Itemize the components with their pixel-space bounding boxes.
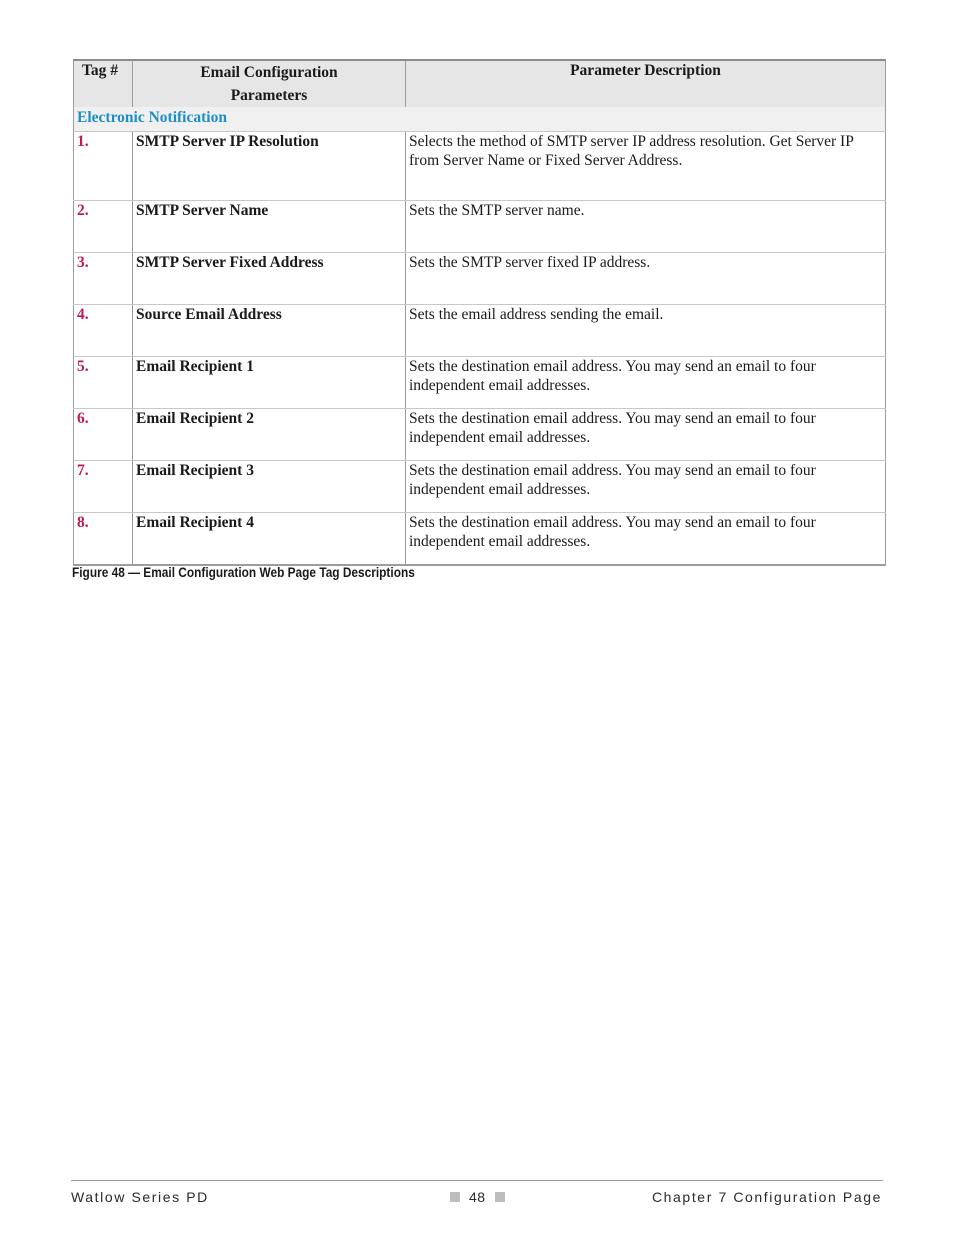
parameter-name: Source Email Address bbox=[133, 305, 406, 357]
tag-number: 7. bbox=[74, 461, 133, 513]
parameter-description: Sets the SMTP server name. bbox=[406, 201, 886, 253]
section-row bbox=[74, 107, 886, 132]
header-param-line1: Email Configuration bbox=[200, 64, 338, 81]
parameter-name: Email Recipient 2 bbox=[133, 409, 406, 461]
parameter-name: SMTP Server IP Resolution bbox=[133, 132, 406, 201]
parameter-description: Sets the email address sending the email. bbox=[406, 305, 886, 357]
parameter-name: SMTP Server Name bbox=[133, 201, 406, 253]
tag-number: 8. bbox=[74, 513, 133, 566]
table-row bbox=[74, 132, 886, 201]
table-row bbox=[74, 305, 886, 357]
square-bullet-icon bbox=[450, 1192, 460, 1202]
square-bullet-icon bbox=[495, 1192, 505, 1202]
header-param-line2: Parameters bbox=[230, 87, 308, 104]
footer-page-number-group bbox=[450, 1189, 505, 1205]
tag-number: 6. bbox=[74, 409, 133, 461]
parameter-description: Sets the destination email address. You may send an email to four independent email addresses. bbox=[406, 357, 886, 409]
tag-description-table-container bbox=[73, 59, 885, 566]
page-number: 48 bbox=[469, 1189, 486, 1205]
figure-caption: Figure 48 — Email Configuration Web Page Tag Descriptions bbox=[72, 565, 415, 580]
footer-chapter-title: Chapter 7 Configuration Page bbox=[651, 1189, 882, 1205]
header-email-configuration-parameters bbox=[133, 60, 406, 107]
parameter-name: Email Recipient 3 bbox=[133, 461, 406, 513]
parameter-name: Email Recipient 1 bbox=[133, 357, 406, 409]
tag-number: 5. bbox=[74, 357, 133, 409]
tag-number: 4. bbox=[74, 305, 133, 357]
table-row bbox=[74, 513, 886, 566]
section-title: Electronic Notification bbox=[74, 107, 886, 132]
tag-number: 2. bbox=[74, 201, 133, 253]
table-row bbox=[74, 357, 886, 409]
tag-number: 3. bbox=[74, 253, 133, 305]
table-row bbox=[74, 409, 886, 461]
header-tag-number: Tag # bbox=[74, 60, 133, 107]
parameter-description: Sets the destination email address. You may send an email to four independent email addresses. bbox=[406, 513, 886, 566]
footer-divider bbox=[71, 1180, 883, 1181]
tag-number: 1. bbox=[74, 132, 133, 201]
parameter-description: Sets the SMTP server fixed IP address. bbox=[406, 253, 886, 305]
table-row bbox=[74, 461, 886, 513]
tag-description-table bbox=[73, 59, 886, 566]
parameter-name: Email Recipient 4 bbox=[133, 513, 406, 566]
table-row bbox=[74, 201, 886, 253]
header-parameter-description: Parameter Description bbox=[406, 60, 886, 107]
footer-manual-title: Watlow Series PD bbox=[71, 1189, 209, 1205]
parameter-name: SMTP Server Fixed Address bbox=[133, 253, 406, 305]
parameter-description: Selects the method of SMTP server IP address resolution. Get Server IP from Server Name or Fixed Server Address. bbox=[406, 132, 886, 201]
table-header-row bbox=[74, 60, 886, 107]
table-row bbox=[74, 253, 886, 305]
parameter-description: Sets the destination email address. You may send an email to four independent email addresses. bbox=[406, 409, 886, 461]
parameter-description: Sets the destination email address. You may send an email to four independent email addresses. bbox=[406, 461, 886, 513]
